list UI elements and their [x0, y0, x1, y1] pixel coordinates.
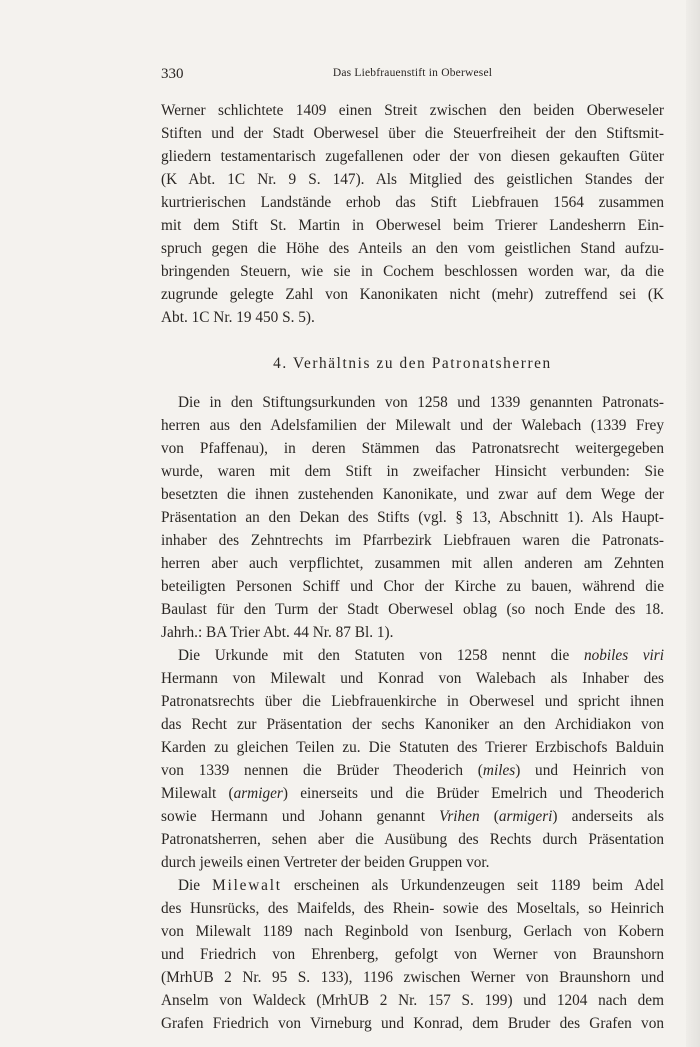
running-title: Das Liebfrauenstift in Oberwesel	[332, 67, 493, 79]
text-line: von Pfaffenau), in deren Stämmen das Patronatsrecht weitergegeben	[161, 440, 664, 457]
text-line: bringenden Steuern, wie sie in Cochem beschlossen worden war, da die	[161, 263, 664, 280]
text-line: das Recht zur Präsentation der sechs Kanoniker an den Archidiakon von	[161, 716, 664, 733]
text-line: besetzten die ihnen zustehenden Kanonikate, und zwar auf dem Wege der	[161, 486, 664, 503]
text-line	[161, 805, 664, 828]
text-line: spruch gegen die Höhe des Anteils an den vom geistlichen Stand aufzu-	[161, 240, 664, 257]
text-line: Stiften und der Stadt Oberwesel über die Steuerfreiheit der den Stiftsmit-	[161, 125, 664, 142]
text-line: Grafen Friedrich von Virneburg und Konrad, dem Bruder des Grafen von	[161, 1015, 664, 1032]
text-line: herren aber auch verpflichtet, zusammen mit allen anderen am Zehnten	[161, 555, 664, 572]
text-line	[161, 759, 664, 782]
text-line: mit dem Stift St. Martin in Oberwesel beim Trierer Landesherrn Ein-	[161, 217, 664, 234]
text-line: und Friedrich von Ehrenberg, gefolgt von Werner von Braunshorn	[161, 946, 664, 963]
text-line: Werner schlichtete 1409 einen Streit zwischen den beiden Oberweseler	[161, 102, 664, 119]
text-span: Die Urkunde mit den Statuten von 1258 nennt die	[178, 647, 584, 664]
body-text	[161, 99, 664, 1035]
text-line: Hermann von Milewalt und Konrad von Walebach als Inhaber des	[161, 670, 664, 687]
paragraph-2	[161, 391, 664, 644]
text-span: erscheinen als Urkundenzeugen seit 1189 beim Adel	[281, 877, 664, 894]
text-span: sowie Hermann und Johann genannt	[161, 808, 440, 825]
page-edge-shadow	[686, 0, 700, 1047]
text-line: Abt. 1C Nr. 19 450 S. 5).	[161, 309, 315, 326]
italic-term: Vrihen	[439, 808, 480, 825]
text-line	[161, 874, 664, 897]
text-line: gliedern testamentarisch zugefallenen oder der von diesen gekauften Güter	[161, 148, 664, 165]
paragraph-1	[161, 99, 664, 329]
text-line: Patronatsherren, sehen aber die Ausübung des Rechts durch Präsentation	[161, 831, 664, 848]
text-span: ) anderseits als	[552, 808, 664, 825]
text-span: Milewalt (	[161, 785, 234, 802]
text-span: (	[479, 808, 499, 825]
text-span: ) und Heinrich von	[515, 762, 664, 779]
text-line: zugrunde gelegte Zahl von Kanonikaten nicht (mehr) zutreffend sei (K	[161, 286, 664, 303]
text-line: inhaber des Zehntrechts im Pfarrbezirk Liebfrauen waren die Patronats-	[161, 532, 664, 549]
text-line: von Milewalt 1189 nach Reginbold von Isenburg, Gerlach von Kobern	[161, 923, 664, 940]
text-span: Die	[178, 877, 213, 894]
text-line: Jahrh.: BA Trier Abt. 44 Nr. 87 Bl. 1).	[161, 624, 394, 641]
text-line: Karden zu gleichen Teilen zu. Die Statuten des Trierer Erzbischofs Balduin	[161, 739, 664, 756]
text-line	[161, 782, 664, 805]
text-line: Anselm von Waldeck (MrhUB 2 Nr. 157 S. 199) und 1204 nach dem	[161, 992, 664, 1009]
text-line: Patronatsrechts über die Liebfrauenkirche in Oberwesel und spricht ihnen	[161, 693, 664, 710]
running-head	[161, 66, 664, 84]
spacer	[161, 375, 664, 391]
text-line	[161, 644, 664, 667]
italic-term: nobiles viri	[583, 647, 664, 664]
paragraph-4	[161, 874, 664, 1035]
italic-term: miles	[482, 762, 516, 779]
page-number: 330	[161, 66, 184, 82]
text-line: des Hunsrücks, des Maifelds, des Rhein- sowie des Moseltals, so Heinrich	[161, 900, 664, 917]
paragraph-3	[161, 644, 664, 874]
text-line: Baulast für den Turm der Stadt Oberwesel oblag (so noch Ende des 18.	[161, 601, 664, 618]
text-span: von 1339 nennen die Brüder Theoderich (	[161, 762, 483, 779]
italic-term: armiger	[233, 785, 283, 802]
text-line: Präsentation an den Dekan des Stifts (vgl. § 13, Abschnitt 1). Als Haupt-	[161, 509, 664, 526]
text-line: beteiligten Personen Schiff und Chor der Kirche zu bauen, während die	[161, 578, 664, 595]
text-line: (K Abt. 1C Nr. 9 S. 147). Als Mitglied des geistlichen Standes der	[161, 171, 664, 188]
text-line: (MrhUB 2 Nr. 95 S. 133), 1196 zwischen Werner von Braunshorn und	[161, 969, 664, 986]
section-heading: 4. Verhältnis zu den Patronatsherren	[273, 355, 552, 372]
text-line: durch jeweils einen Vertreter der beiden Gruppen vor.	[161, 854, 490, 871]
italic-term: armigeri	[498, 808, 553, 825]
spacer	[161, 329, 664, 352]
text-line: kurtrierischen Landstände erhob das Stift Liebfrauen 1564 zusammen	[161, 194, 664, 211]
text-span: ) einerseits und die Brüder Emelrich und Theoderich	[282, 785, 664, 802]
text-line: Die in den Stiftungsurkunden von 1258 und 1339 genannten Patronats-	[178, 394, 664, 411]
text-line: herren aus den Adelsfamilien der Milewalt und der Walebach (1339 Frey	[161, 417, 664, 434]
spaced-family-name: Milewalt	[212, 877, 282, 894]
text-line: wurde, waren mit dem Stift in zweifacher Hinsicht verbunden: Sie	[161, 463, 664, 480]
